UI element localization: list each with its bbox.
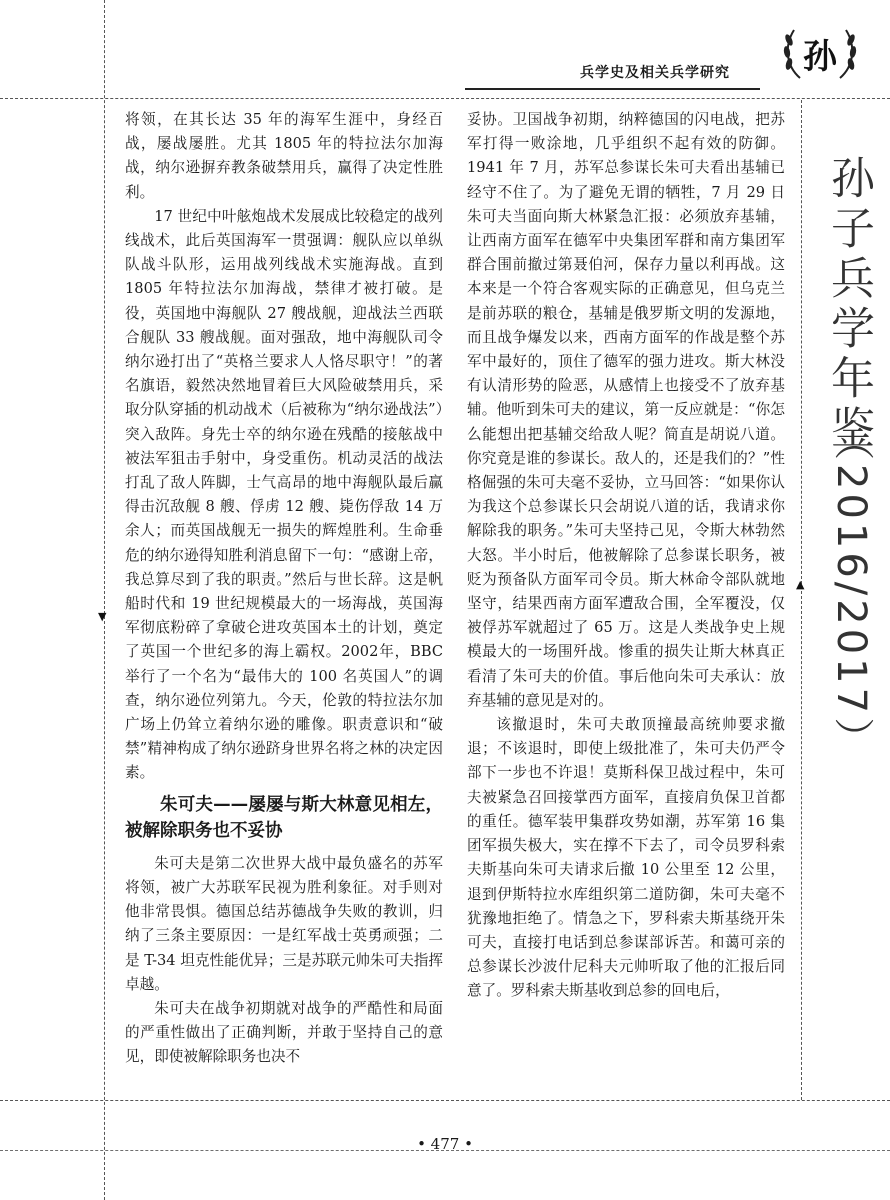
top-dashed-rule (0, 98, 890, 99)
yearbook-logo (780, 18, 860, 90)
header-rule (465, 88, 760, 90)
laurel-logo-icon (780, 18, 860, 90)
paragraph: 17 世纪中叶舷炮战术发展成比较稳定的战列线战术，此后英国海军一贯强调：舰队应以单纵队战斗队形，运用战列线战术实施海战。直到 1805 年特拉法尔加海战，禁律才被打破。是役，英国地中海舰队 27 艘战舰，迎战法兰西联合舰队 33 艘战舰。面对强敌，地中海舰队司令纳尔逊打出了“英格兰要求人人恪尽职守！”的著名旗语，毅然决然地冒着巨大风险破禁用兵，采取分队穿插的机动战术（后被称为“纳尔逊战法”）突入敌阵。身先士卒的纳尔逊在残酷的接舷战中被法军狙击手射中，身受重伤。机动灵活的战法打乱了敌人阵脚，士气高昂的地中海舰队最后赢得击沉敌舰 8 艘、俘虏 12 艘、毙伤俘敌 14 万余人；而英国战舰无一损失的辉煌胜利。生命垂危的纳尔逊得知胜利消息留下一句：“感谢上帝，我总算尽到了我的职责。”然后与世长辞。这是帆船时代和 19 世纪规模最大的一场海战，英国海军彻底粉碎了拿破仑进攻英国本土的计划，奠定了英国一个世纪多的海上霸权。2002年，BBC 举行了一个名为“最伟大的 100 名英国人”的调查，纳尔逊位列第九。今天，伦敦的特拉法尔加广场上仍耸立着纳尔逊的雕像。职责意识和“破禁”精神构成了纳尔逊跻身世界名将之林的决定因素。 (125, 207, 443, 782)
book-title-vertical: 孙子兵学年鉴 (823, 155, 874, 455)
bottom-dashed-rule (0, 1100, 890, 1101)
right-margin-arrow-icon: ▲ (796, 578, 805, 591)
page-number: • 477 • (417, 1135, 473, 1153)
section-heading: 朱可夫——屡屡与斯大林意见相左，被解除职务也不妥协 (125, 794, 443, 841)
left-text-column (125, 108, 443, 1088)
paragraph: 妥协。卫国战争初期，纳粹德国的闪电战，把苏军打得一败涂地，几乎组织不起有效的防御。1941 年 7 月，苏军总参谋长朱可夫看出基辅已经守不住了。为了避免无谓的牺牲，7 月 29 日朱可夫当面向斯大林紧急汇报：必须放弃基辅，让西南方面军在德军中央集团军群和南方集团军群合围前撤过第聂伯河，保存力量以利再战。这本来是一个符合客观实际的正确意见，但乌克兰是前苏联的粮仓，基辅是俄罗斯文明的发源地，而且战争爆发以来，西南方面军的作战是整个苏军中最好的，顶住了德军的强力进攻。斯大林没有认清形势的险恶，从感情上也接受不了放弃基辅。他听到朱可夫的建议，第一反应就是：“你怎么能想出把基辅交给敌人呢？简直是胡说八道。你究竟是谁的参谋长。敌人的，还是我们的？”性格倔强的朱可夫毫不妥协，立马回答：“如果你认为我这个总参谋长只会胡说八道的话，我请求你解除我的职务。”朱可夫坚持己见，令斯大林勃然大怒。半小时后，他被解除了总参谋长职务，被贬为预备队方面军司令员。斯大林命令部队就地坚守，结果西南方面军遭敌合围，全军覆没，仅被俘苏军就超过了 65 万。这是人类战争史上规模最大的一场围歼战。惨重的损失让斯大林真正看清了朱可夫的价值。事后他向朱可夫承认：放弃基辅的意见是对的。 (467, 111, 785, 709)
paragraph: 朱可夫在战争初期就对战争的严酷性和局面的严重性做出了正确判断，并敢于坚持自己的意见，即使被解除职务也决不 (125, 999, 443, 1066)
paragraph: 将领，在其长达 35 年的海军生涯中，身经百战，屡战屡胜。尤其 1805 年的特拉法尔加海战，纳尔逊摒弃教条破禁用兵，赢得了决定性胜利。 (125, 111, 443, 201)
right-text-column (467, 108, 785, 1088)
left-margin-arrow-icon: ▼ (98, 610, 107, 623)
book-year-vertical: （2016/2017） (828, 420, 874, 762)
paragraph: 该撤退时，朱可夫敢顶撞最高统帅要求撤退；不该退时，即使上级批准了，朱可夫仍严令部下一步也不许退！莫斯科保卫战过程中，朱可夫被紧急召回接掌西方面军，直接肩负保卫首都的重任。德军装甲集群攻势如潮，苏军第 16 集团军损失极大，实在撑不下去了，司令员罗科索夫斯基向朱可夫请求后撤 10 公里至 12 公里，退到伊斯特拉水库组织第二道防御，朱可夫毫不犹豫地拒绝了。情急之下，罗科索夫斯基绕开朱可夫，直接打电话到总参谋部诉苦。和蔼可亲的总参谋长沙波什尼科夫元帅听取了他的汇报后同意了。罗科索夫斯基收到总参的回电后， (467, 716, 785, 1000)
paragraph: 朱可夫是第二次世界大战中最负盛名的苏军将领，被广大苏联军民视为胜利象征。对手则对他非常畏惧。德国总结苏德战争失败的教训，归纳了三条主要原因：一是红军战士英勇顽强；二是 T-34 坦克性能优异；三是苏联元帅朱可夫指挥卓越。 (125, 854, 443, 993)
left-dashed-margin (104, 0, 105, 1200)
right-dashed-margin (801, 100, 802, 1100)
running-header: 兵学史及相关兵学研究 (580, 65, 730, 81)
svg-text:孙: 孙 (803, 37, 837, 77)
